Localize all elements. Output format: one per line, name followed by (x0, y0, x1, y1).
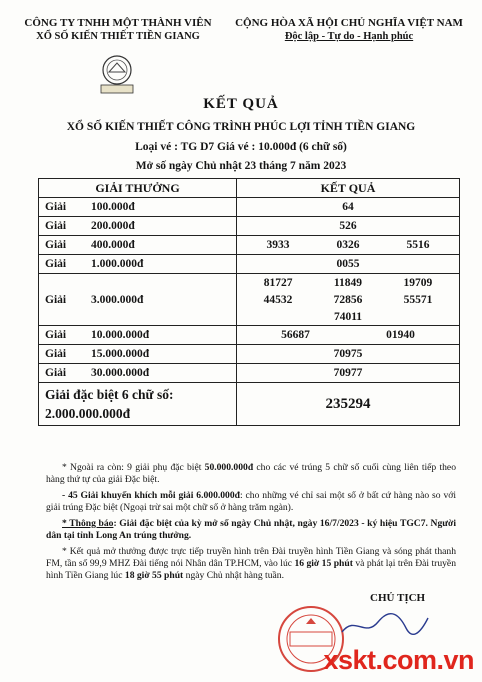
company-logo-icon (97, 54, 137, 94)
result-number: 70977 (333, 367, 363, 379)
result-number: 5516 (406, 239, 430, 251)
prize-label: Giải (45, 220, 67, 232)
prize-amount: 3.000.000đ (91, 293, 144, 306)
result-number: 55571 (403, 293, 433, 306)
nation-motto: Độc lập - Tự do - Hạnh phúc (284, 31, 414, 42)
company-header (18, 16, 218, 44)
result-cell (237, 198, 460, 217)
results-table (38, 178, 460, 426)
prize-amount: 30.000.000đ (91, 367, 150, 379)
note-consolation (46, 462, 456, 486)
note-text: * Kết quả mở thưởng được trực tiếp truyền hình trên Đài truyền hình Tiền Giang và sóng phát thanh FM, tần số 99,9 MHZ Đài tiếng nói Nhân dân TP.HCM, vào lúc (46, 546, 456, 569)
note-text: ngày Chủ nhật hàng tuần. (183, 570, 284, 581)
note-text: và phát lại trên Đài truyền hình Tiền Giang lúc (46, 558, 456, 581)
nation-header (228, 16, 470, 44)
nation-name: CỘNG HÒA XÃ HỘI CHỦ NGHĨA VIỆT NAM (235, 17, 463, 29)
special-prize-amount: 2.000.000.000đ (45, 406, 131, 421)
signature-icon (340, 610, 430, 640)
document-subtitle: XỔ SỐ KIẾN THIẾT CÔNG TRÌNH PHÚC LỢI TỈNH TIỀN GIANG (66, 121, 416, 133)
prize-label: Giải (45, 201, 67, 213)
note-broadcast (46, 546, 456, 582)
result-number: 11849 (333, 276, 363, 289)
company-name-line1: CÔNG TY TNHH MỘT THÀNH VIÊN (24, 17, 212, 29)
prize-label: Giải (45, 329, 67, 341)
result-cell (237, 217, 460, 236)
company-name-line2: XỔ SỐ KIẾN THIẾT TIỀN GIANG (36, 31, 200, 42)
note-text: 16 giờ 15 phút (294, 558, 353, 569)
prize-label: Giải (45, 367, 67, 379)
table-row (39, 198, 460, 217)
table-row (39, 364, 460, 383)
table-row (39, 345, 460, 364)
draw-date: Mở số ngày Chủ nhật 23 tháng 7 năm 2023 (135, 160, 347, 172)
result-number: 01940 (386, 329, 415, 341)
header-result: KẾT QUẢ (237, 179, 460, 198)
note-text: cho các vé trúng 5 chữ số cuối cùng liên tiếp theo hàng thứ tự của giải Đặc biệt. (46, 462, 456, 485)
watermark: xskt.com.vn (323, 645, 474, 675)
document-title: KẾT QUẢ (203, 96, 279, 112)
note-text: 50.000.000đ (204, 462, 254, 473)
note-encouragement (46, 490, 456, 514)
prize-amount: 1.000.000đ (91, 258, 144, 270)
prize-label: Giải (45, 293, 67, 306)
note-text: - 45 Giải khuyến khích mỗi giải 6.000.000đ (62, 490, 240, 501)
prize-amount: 200.000đ (91, 220, 135, 232)
result-number: 19709 (403, 276, 433, 289)
chairman-title: CHỦ TỊCH (370, 592, 426, 604)
result-cell (237, 255, 460, 274)
prize-label: Giải (45, 239, 67, 251)
table-row (39, 326, 460, 345)
result-number: 526 (339, 220, 357, 232)
prize-amount: 15.000.000đ (91, 348, 150, 360)
result-cell (237, 274, 460, 326)
prize-label: Giải (45, 258, 67, 270)
special-prize-label: Giải đặc biệt 6 chữ số: (45, 387, 174, 402)
note-text: : cho những vé chỉ sai một số ở bất cứ hàng nào so với giải trúng Đặc biệt (Ngoại trừ sai một chữ số ở hàng trăm ngàn). (46, 490, 456, 513)
result-number: 3933 (266, 239, 290, 251)
result-number: 72856 (333, 293, 363, 306)
note-announcement (46, 518, 456, 542)
ticket-info: Loại vé : TG D7 Giá vé : 10.000đ (6 chữ số) (135, 141, 347, 153)
result-number: 70975 (333, 348, 363, 360)
result-number: 44532 (263, 293, 293, 306)
special-prize-number: 235294 (237, 383, 460, 426)
notes-section (46, 462, 456, 586)
note-text: : Giải đặc biệt của kỳ mở số ngày Chủ nhật, ngày 16/7/2023 - ký hiệu TGC7. Người dân tại tỉnh Long An trúng thưởng. (46, 518, 456, 541)
result-number: 0326 (336, 239, 360, 251)
special-prize-row (39, 383, 460, 426)
result-number: 74011 (333, 310, 363, 323)
result-cell (237, 326, 460, 345)
table-row (39, 255, 460, 274)
result-cell (237, 345, 460, 364)
header-prize: GIẢI THƯỞNG (39, 179, 237, 198)
table-row (39, 217, 460, 236)
table-row (39, 274, 460, 326)
prize-amount: 100.000đ (91, 201, 135, 213)
note-text: * Ngoài ra còn: 9 giải phụ đặc biệt (62, 462, 205, 473)
result-cell (237, 236, 460, 255)
note-text: 18 giờ 55 phút (124, 570, 184, 581)
note-text: * Thông báo (62, 518, 114, 529)
table-header-row (39, 179, 460, 198)
prize-label: Giải (45, 348, 67, 360)
result-number: 0055 (336, 258, 360, 270)
result-cell (237, 364, 460, 383)
result-number: 64 (342, 201, 354, 213)
table-row (39, 236, 460, 255)
prize-amount: 400.000đ (91, 239, 135, 251)
result-number: 81727 (263, 276, 293, 289)
result-number: 56687 (281, 329, 310, 341)
prize-amount: 10.000.000đ (91, 329, 150, 341)
